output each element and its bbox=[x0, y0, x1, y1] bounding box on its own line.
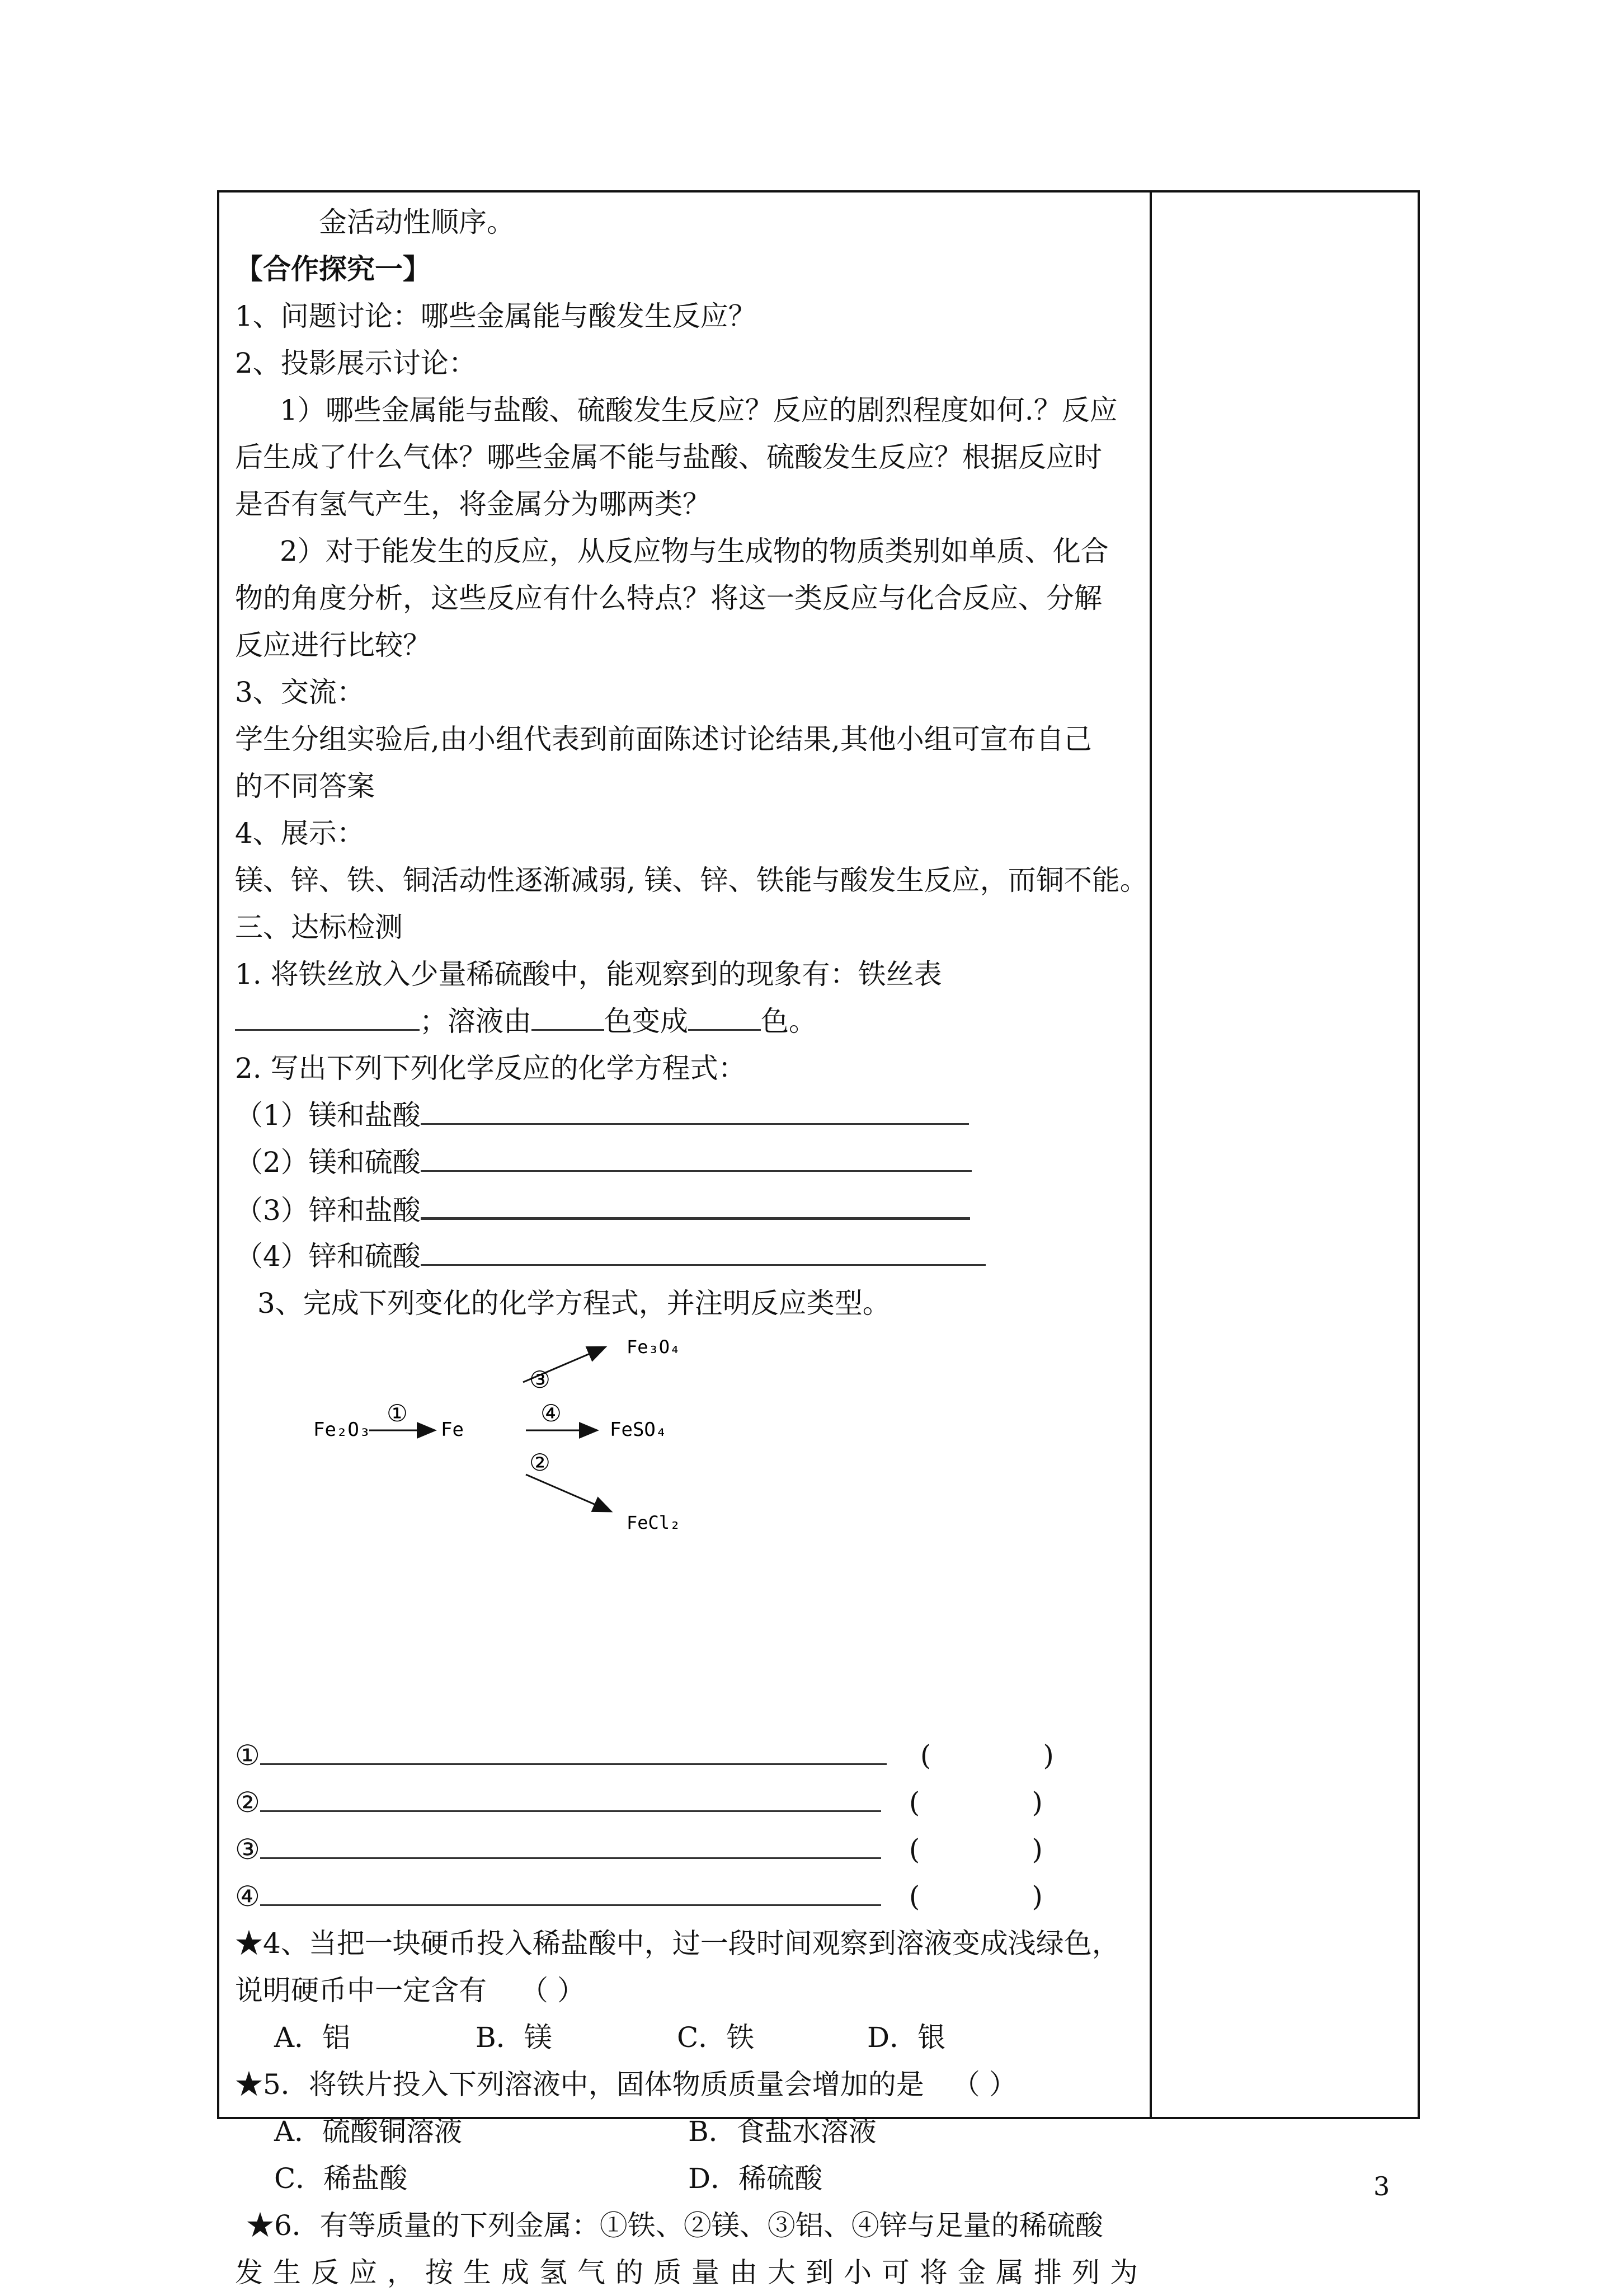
reaction-line-3 bbox=[235, 1826, 1043, 1873]
fe-label: Fe bbox=[441, 1419, 464, 1441]
answer-blank[interactable] bbox=[260, 1732, 887, 1765]
question-3: 3、完成下列变化的化学方程式，并注明反应类型。 bbox=[257, 1287, 891, 1320]
question-5-options bbox=[274, 2155, 822, 2202]
answer-blank[interactable] bbox=[421, 1186, 970, 1220]
text: 色变成 bbox=[604, 1005, 688, 1037]
answer-blank[interactable] bbox=[421, 1092, 969, 1125]
reaction-line-1 bbox=[235, 1732, 1054, 1779]
text: （3）锌和盐酸 bbox=[235, 1194, 421, 1227]
section-heading: 【合作探究一】 bbox=[235, 252, 431, 285]
circled-3: ③ bbox=[529, 1366, 550, 1393]
answer-blank[interactable] bbox=[531, 998, 604, 1031]
answer-blank[interactable] bbox=[688, 998, 761, 1031]
option-d[interactable]: D．稀硫酸 bbox=[688, 2162, 823, 2195]
question-5-options bbox=[274, 2108, 877, 2155]
option-b[interactable]: B．食盐水溶液 bbox=[688, 2115, 877, 2148]
text: ★5．将铁片投入下列溶液中，固体物质质量会增加的是 bbox=[235, 2068, 924, 2101]
question-6: ★6．有等质量的下列金属：①铁、②镁、③铝、④锌与足量的稀硫酸 bbox=[246, 2209, 1103, 2242]
arrow-2 bbox=[526, 1475, 610, 1511]
paren-close: ) bbox=[1043, 1739, 1054, 1772]
page-number: 3 bbox=[1373, 2171, 1390, 2201]
paren-open: ( bbox=[920, 1739, 931, 1772]
text-line: 1、问题讨论：哪些金属能与酸发生反应？ bbox=[235, 300, 756, 332]
circled-number: ④ bbox=[235, 1880, 260, 1913]
answer-blank[interactable] bbox=[260, 1826, 881, 1859]
text-line: 2）对于能发生的反应，从反应物与生成物的物质类别如单质、化合 bbox=[280, 535, 1109, 567]
circled-4: ④ bbox=[540, 1400, 562, 1427]
option-d[interactable]: D．银 bbox=[867, 2021, 946, 2054]
fecl2-label: FeCl₂ bbox=[627, 1512, 681, 1533]
answer-blank[interactable] bbox=[421, 1233, 986, 1266]
text: （1）镁和盐酸 bbox=[235, 1099, 421, 1131]
text-line: 三、达标检测 bbox=[235, 911, 403, 943]
text: 色。 bbox=[761, 1005, 817, 1037]
text: （4）锌和硫酸 bbox=[235, 1240, 421, 1273]
circled-number: ① bbox=[235, 1739, 260, 1772]
iron-reaction-diagram bbox=[313, 1332, 705, 1544]
question-4-cont bbox=[235, 1967, 585, 2014]
question-4: ★4、当把一块硬币投入稀盐酸中，过一段时间观察到溶液变成浅绿色， bbox=[235, 1927, 1120, 1960]
text-line: 1）哪些金属能与盐酸、硫酸发生反应？反应的剧烈程度如何.？反应 bbox=[280, 394, 1118, 426]
text: 说明硬币中一定含有 bbox=[235, 1974, 487, 2007]
question-1: 1. 将铁丝放入少量稀硫酸中，能观察到的现象有：铁丝表 bbox=[235, 958, 942, 990]
paren-open: ( bbox=[909, 1833, 920, 1866]
reaction-line-2 bbox=[235, 1779, 1043, 1826]
question-4-options bbox=[274, 2014, 945, 2061]
fe3o4-label: Fe₃O₄ bbox=[627, 1336, 681, 1358]
column-divider bbox=[1150, 190, 1152, 2119]
equation-line bbox=[235, 1139, 972, 1186]
fe2o3-label: Fe₂O₃ bbox=[313, 1419, 371, 1441]
paren-open: ( bbox=[909, 1786, 920, 1819]
text-line: 4、展示： bbox=[235, 817, 365, 849]
answer-blank[interactable] bbox=[260, 1873, 881, 1906]
text-line: 镁、锌、铁、铜活动性逐渐减弱, 镁、锌、铁能与酸发生反应，而铜不能。 bbox=[235, 864, 1148, 896]
option-b[interactable]: B．镁 bbox=[476, 2021, 552, 2054]
text-line: 反应进行比较？ bbox=[235, 629, 431, 661]
text-line: 3、交流： bbox=[235, 676, 365, 708]
paren-close: ) bbox=[1032, 1833, 1043, 1866]
equation-line bbox=[235, 1233, 986, 1280]
question-5 bbox=[235, 2061, 1017, 2108]
reaction-line-4 bbox=[235, 1873, 1043, 1920]
text: （2）镁和硫酸 bbox=[235, 1146, 421, 1178]
equation-line bbox=[235, 1092, 969, 1139]
question-6-cont: 发生反应，按生成氢气的质量由大到小可将金属排列为 bbox=[235, 2256, 1148, 2289]
answer-paren[interactable]: （ ） bbox=[952, 2068, 1017, 2101]
paren-close: ) bbox=[1032, 1880, 1043, 1913]
feso4-label: FeSO₄ bbox=[610, 1419, 667, 1441]
answer-blank[interactable] bbox=[235, 998, 420, 1031]
text-line: 2、投影展示讨论： bbox=[235, 347, 477, 379]
text-line: 学生分组实验后,由小组代表到前面陈述讨论结果,其他小组可宣布自己 bbox=[235, 723, 1092, 755]
answer-blank[interactable] bbox=[260, 1779, 881, 1812]
answer-blank[interactable] bbox=[421, 1139, 972, 1172]
question-2: 2. 写出下列下列化学反应的化学方程式： bbox=[235, 1052, 746, 1084]
circled-2: ② bbox=[529, 1449, 550, 1476]
text-line: 金活动性顺序。 bbox=[319, 206, 515, 238]
circled-1: ① bbox=[387, 1400, 408, 1427]
text-line: 后生成了什么气体？哪些金属不能与盐酸、硫酸发生反应？根据反应时 bbox=[235, 441, 1102, 473]
circled-number: ③ bbox=[235, 1833, 260, 1866]
equation-line bbox=[235, 1186, 970, 1233]
text-line: 物的角度分析，这些反应有什么特点？将这一类反应与化合反应、分解 bbox=[235, 582, 1102, 614]
paren-open: ( bbox=[909, 1880, 920, 1913]
option-a[interactable]: A．铝 bbox=[274, 2021, 351, 2054]
text: ；溶液由 bbox=[420, 1005, 531, 1037]
question-1-blanks bbox=[235, 998, 817, 1045]
option-c[interactable]: C．稀盐酸 bbox=[274, 2162, 408, 2195]
paren-close: ) bbox=[1032, 1786, 1043, 1819]
text-line: 是否有氢气产生，将金属分为哪两类？ bbox=[235, 488, 710, 520]
option-a[interactable]: A．硫酸铜溶液 bbox=[274, 2115, 463, 2148]
text-line: 的不同答案 bbox=[235, 770, 375, 802]
answer-paren[interactable]: （ ） bbox=[520, 1974, 585, 2007]
option-c[interactable]: C．铁 bbox=[677, 2021, 755, 2054]
circled-number: ② bbox=[235, 1786, 260, 1819]
